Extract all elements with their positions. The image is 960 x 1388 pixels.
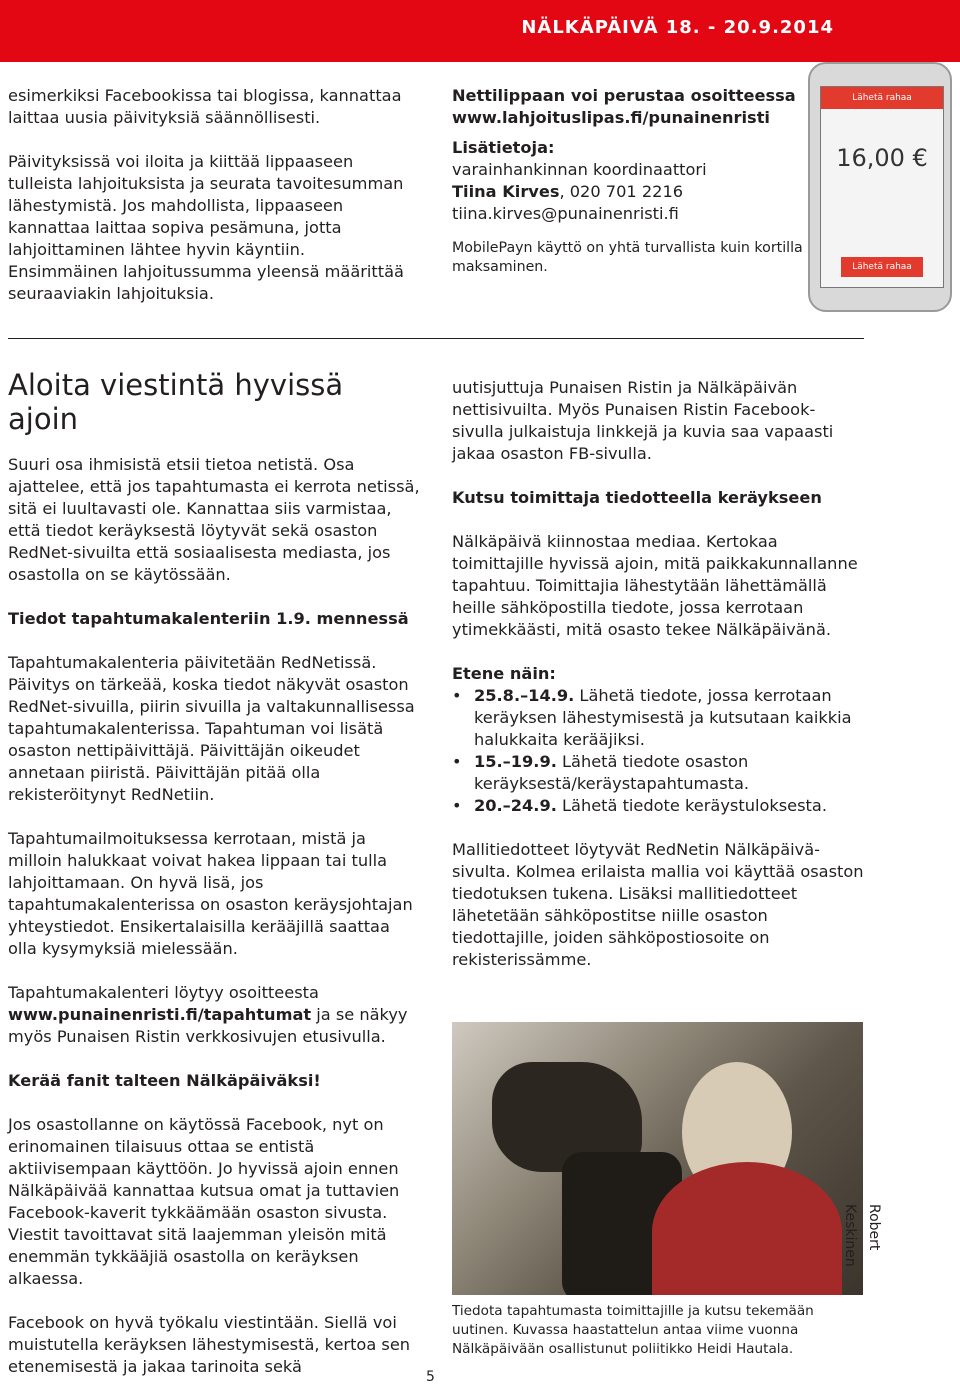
phone-screen [820,86,944,288]
subheading-press: Kutsu toimittaja tiedotteella keräykseen [452,488,822,507]
step-text: Lähetä tiedote osaston keräyksestä/keräystapahtumasta. [474,752,750,793]
intro-column [8,85,418,305]
right-paragraph-3: Mallitiedotteet löytyvät RedNetin Nälkäpäivä-sivulta. Kolmea erilaista mallia voi käyttää osaston tiedotuksen tukena. Lisäksi mallitiedotteet lähetetään sähköpostitse niille osaston tiedottajille, joiden sähköpostiosoite on rekisterissämme. [452,840,864,969]
mobilepay-phone-image [808,62,952,312]
steps-list [452,685,864,817]
right-column [452,377,864,971]
info-box [452,85,812,277]
interview-photo [452,1022,863,1295]
info-label: Lisätietoja: [452,138,555,157]
left-paragraph-6: Facebook on hyvä työkalu viestintään. Siellä voi muistutella keräyksen lähestymisestä, kertoa sen etenemisestä ja jakaa tarinoita sekä [8,1313,411,1376]
intro-paragraph-1: esimerkiksi Facebookissa tai blogissa, kannattaa laittaa uusia päivityksiä säännöllisesti. [8,86,402,127]
subheading-fans: Kerää fanit talteen Nälkäpäiväksi! [8,1071,321,1090]
step-date: 15.–19.9. [474,752,557,771]
section-divider [8,338,864,339]
photo-vest-shape [652,1162,842,1295]
calendar-text-a: Tapahtumakalenteri löytyy osoitteesta [8,983,319,1002]
left-paragraph-3: Tapahtumailmoituksessa kerrotaan, mistä ja milloin halukkaat voivat hakea lippaan tai tulla lahjoittamaan. On hyvä lisä, jos tapahtumakalenterissa on osaston keräysjohtajan yhteystiedot. Ensikertalaisilla kerääjillä saattaa olla kysymyksiä mielessään. [8,829,413,958]
list-item [452,751,864,795]
lahjoituslipas-line: Nettilippaan voi perustaa osoitteessa [452,86,796,105]
step-text: Lähetä tiedote keräystuloksesta. [556,796,827,815]
info-phone: , 020 701 2216 [559,182,684,201]
header-banner [0,0,960,62]
section-heading: Aloita viestintä hyvissä ajoin [8,368,344,436]
calendar-text-b: ja se näkyy myös Punaisen Ristin verkkosivujen etusivulla. [8,1005,408,1046]
left-paragraph-5: Jos osastollanne on käytössä Facebook, nyt on erinomainen tilaisuus ottaa se entistä aktiivisempaan käyttöön. Jo hyvissä ajoin ennen Nälkäpäivää kannattaa kutsua omat ja tuttavien Facebook-kaverit tykkäämään osaston sivusta. Viestit tavoittavat sitä laajemman yleisön mitä enemmän tykkääjiä osastolla on keräyksen alkaessa. [8,1115,400,1288]
photo-credit: Robert Keskinen [842,1204,882,1267]
list-item [452,795,864,817]
header-title: NÄLKÄPÄIVÄ 18. - 20.9.2014 [521,17,834,38]
info-email[interactable]: tiina.kirves@punainenristi.fi [452,204,679,223]
list-item [452,685,864,751]
left-paragraph-2: Tapahtumakalenteria päivitetään RedNetissä. Päivitys on tärkeää, koska tiedot näkyvät osaston RedNet-sivuilla, piirin sivuilla ja valtakunnallisessa tapahtumakalenterissa. Tapahtuman voi lisätä osaston nettipäivittäjä. Päivittäjän oikeudet annetaan piiristä. Päivittäjän pitää olla rekisteröitynyt RedNetiin. [8,653,415,804]
phone-amount: 16,00 € [836,144,928,172]
left-paragraph-1: Suuri osa ihmisistä etsii tietoa netistä. Osa ajattelee, että jos tapahtumasta ei kerrota netissä, sitä ei luultavasti ole. Kannattaa siis varmistaa, että tiedot keräyksestä löytyvät sekä osaston RedNet-sivuilta että sosiaalisesta mediasta, jos osastolla on se käytössään. [8,455,420,584]
left-column [8,368,420,1378]
phone-send-button: Lähetä rahaa [841,257,923,277]
step-date: 25.8.–14.9. [474,686,575,705]
right-paragraph-1: uutisjuttuja Punaisen Ristin ja Nälkäpäivän nettisivuilta. Myös Punaisen Ristin Facebook-sivulla julkaistuja linkkejä ja kuvia saa vapaasti jakaa osaston FB-sivulla. [452,378,834,463]
lahjoituslipas-url[interactable]: www.lahjoituslipas.fi/punainenristi [452,108,770,127]
mobilepay-note: MobilePayn käyttö on yhtä turvallista kuin kortilla maksaminen. [452,240,803,275]
step-date: 20.–24.9. [474,796,557,815]
intro-paragraph-2: Päivityksissä voi iloita ja kiittää lippaaseen tulleista lahjoituksista ja seurata tavoitesumman lähestymistä. Jos mahdollista, lippaaseen kannattaa laittaa sopiva pesämuna, jotta lahjoittaminen lähtee hyvin käyntiin. Ensimmäinen lahjoitussumma yleensä määrittää seuraaviakin lahjoituksia. [8,152,404,303]
subheading-calendar: Tiedot tapahtumakalenteriin 1.9. mennessä [8,609,409,628]
page-number: 5 [426,1369,435,1385]
photo-caption: Tiedota tapahtumasta toimittajille ja kutsu tekemään uutinen. Kuvassa haastattelun antaa viime vuonna Nälkäpäivään osallistunut poliitikko Heidi Hautala. [452,1303,814,1357]
left-paragraph-4 [8,982,420,1048]
info-role: varainhankinnan koordinaattori [452,160,707,179]
calendar-link[interactable]: www.punainenristi.fi/tapahtumat [8,1005,312,1024]
info-contact [452,181,812,203]
subheading-steps: Etene näin: [452,664,556,683]
step-text: Lähetä tiedote, jossa kerrotaan keräyksen lähestymisestä ja kutsutaan kaikkia halukkaita kerääjiksi. [474,686,852,749]
phone-title-bar: Lähetä rahaa [821,87,943,109]
info-name: Tiina Kirves [452,182,560,201]
right-paragraph-2: Nälkäpäivä kiinnostaa mediaa. Kertokaa toimittajille hyvissä ajoin, mitä paikkakunnallanne tapahtuu. Toimittajia lähestytään lähettämällä heille sähköpostilla tiedote, jossa kerrotaan ytimekkäästi, mitä osasto tekee Nälkäpäivänä. [452,532,858,639]
